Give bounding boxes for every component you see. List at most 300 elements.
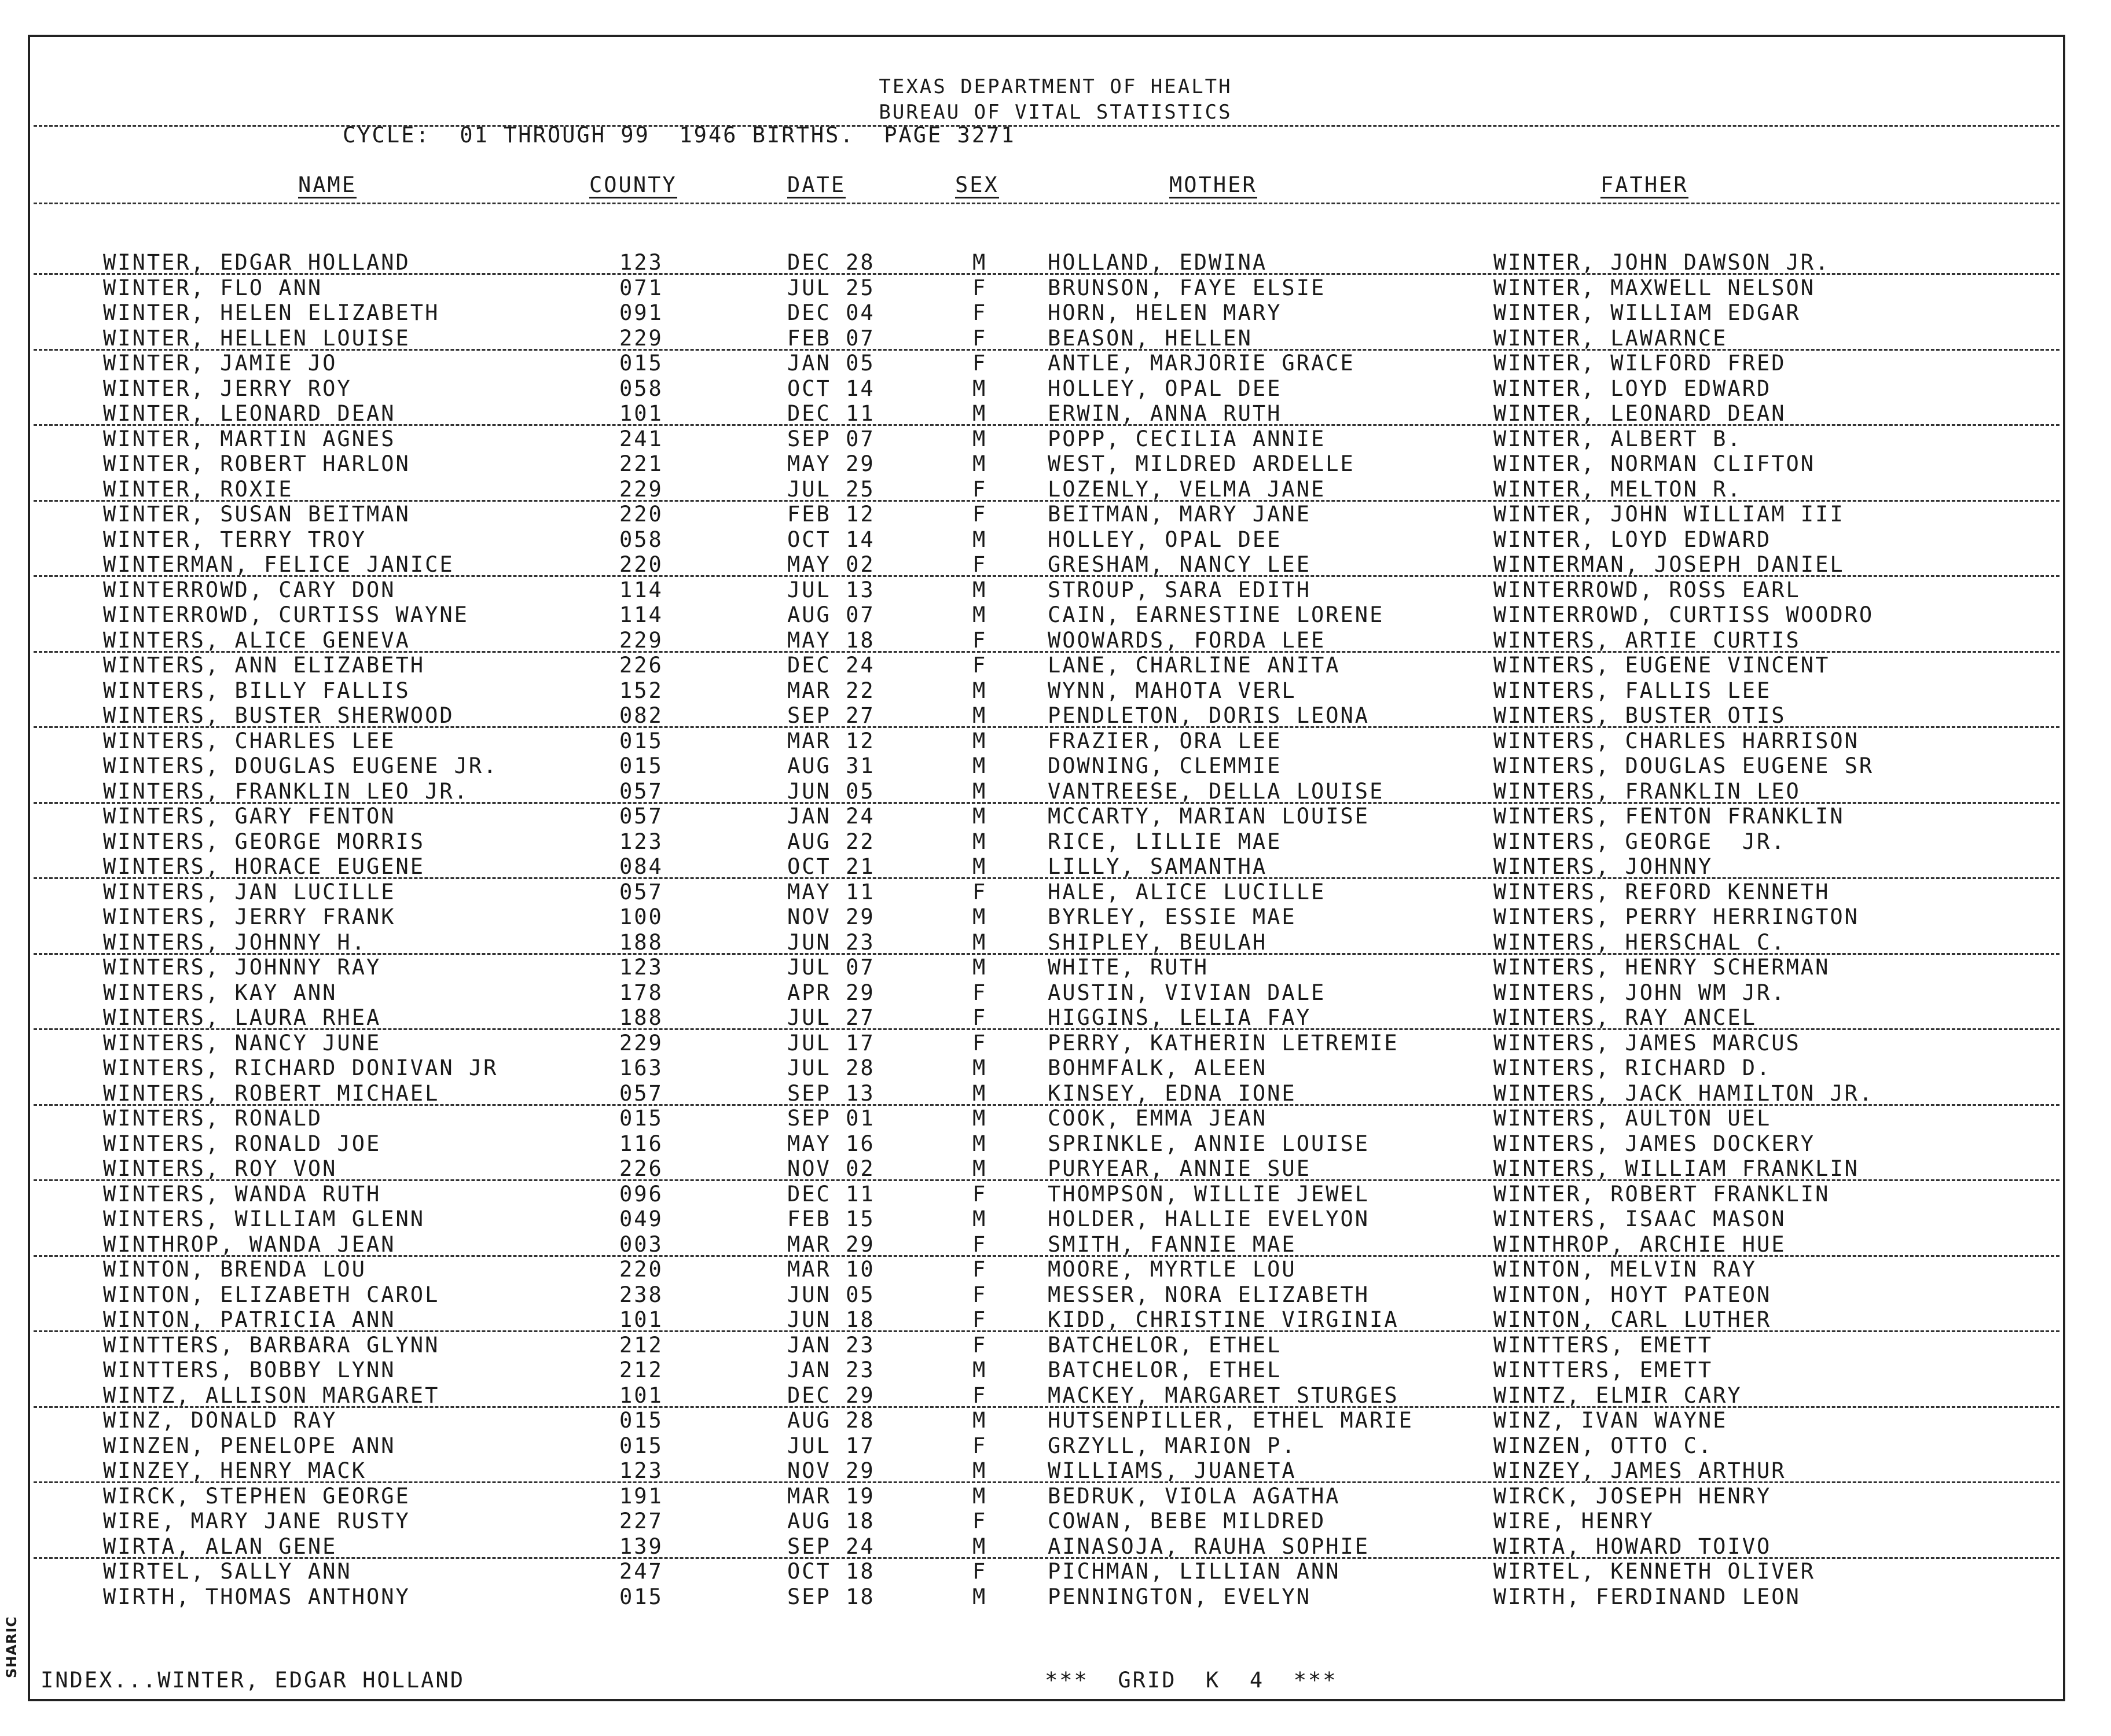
form-line (34, 1104, 2059, 1106)
cell-mother: BYRLEY, ESSIE MAE (1048, 904, 1297, 929)
cell-sex: F (972, 1509, 987, 1533)
table-row (0, 1131, 2111, 1156)
cell-father: WINZ, IVAN WAYNE (1493, 1408, 1728, 1433)
cell-name: WINZ, DONALD RAY (103, 1408, 337, 1433)
cell-sex: F (972, 1030, 987, 1055)
table-row (0, 1408, 2111, 1433)
cell-date: JUN 23 (787, 929, 875, 955)
cell-sex: F (972, 1257, 987, 1282)
cell-date: JUL 13 (787, 577, 875, 602)
cell-county: 123 (619, 955, 663, 980)
cell-mother: MCCARTY, MARIAN LOUISE (1048, 804, 1370, 829)
cell-name: WIRE, MARY JANE RUSTY (103, 1509, 410, 1533)
cell-county: 229 (619, 627, 663, 653)
cell-county: 227 (619, 1509, 663, 1533)
cell-sex: M (972, 904, 987, 929)
cell-father: WINZEY, JAMES ARTHUR (1493, 1458, 1786, 1483)
cell-father: WINTERMAN, JOSEPH DANIEL (1493, 552, 1845, 577)
cell-mother: KINSEY, EDNA IONE (1048, 1080, 1297, 1106)
cell-mother: PURYEAR, ANNIE SUE (1048, 1156, 1311, 1181)
cell-county: 188 (619, 1005, 663, 1030)
cell-name: WINTERS, FRANKLIN LEO JR. (103, 778, 469, 804)
cell-name: WINTERS, LAURA RHEA (103, 1005, 381, 1030)
cell-sex: M (972, 1483, 987, 1509)
cell-county: 123 (619, 829, 663, 854)
cell-county: 015 (619, 351, 663, 376)
cell-mother: MESSER, NORA ELIZABETH (1048, 1282, 1370, 1307)
cell-date: MAY 18 (787, 627, 875, 653)
table-row (0, 779, 2111, 804)
cell-father: WINTERS, EUGENE VINCENT (1493, 653, 1830, 678)
cell-father: WINTER, JOHN WILLIAM III (1493, 502, 1845, 527)
table-row (0, 930, 2111, 955)
table-row (0, 351, 2111, 376)
cell-father: WINTERS, HERSCHAL C. (1493, 929, 1786, 955)
column-header-father: FATHER (1600, 172, 1688, 197)
cell-father: WINZEN, OTTO C. (1493, 1433, 1713, 1458)
cell-county: 101 (619, 1382, 663, 1408)
cell-mother: FRAZIER, ORA LEE (1048, 728, 1282, 753)
cell-sex: M (972, 703, 987, 728)
cell-sex: M (972, 426, 987, 451)
form-line (34, 953, 2059, 955)
cell-mother: LOZENLY, VELMA JANE (1048, 476, 1326, 502)
cell-mother: HOLLEY, OPAL DEE (1048, 376, 1282, 401)
divider-top (34, 125, 2059, 127)
cell-date: JUL 07 (787, 955, 875, 980)
cell-mother: BATCHELOR, ETHEL (1048, 1332, 1282, 1358)
header-cycle: CYCLE: 01 THROUGH 99 1946 BIRTHS. PAGE 3271 (343, 123, 1016, 148)
cell-date: MAR 19 (787, 1483, 875, 1509)
cell-date: JUL 25 (787, 476, 875, 502)
footer-grid: *** GRID K 4 *** (1045, 1668, 1338, 1693)
cell-mother: BOHMFALK, ALEEN (1048, 1055, 1268, 1080)
form-line (34, 877, 2059, 879)
cell-sex: F (972, 1181, 987, 1207)
form-line (34, 424, 2059, 426)
cell-county: 057 (619, 778, 663, 804)
cell-county: 049 (619, 1207, 663, 1231)
cell-county: 191 (619, 1483, 663, 1509)
cell-name: WINZEY, HENRY MACK (103, 1458, 366, 1483)
footer-index: INDEX...WINTER, EDGAR HOLLAND (41, 1668, 465, 1693)
form-line (34, 1406, 2059, 1408)
cell-name: WINTERS, JERRY FRANK (103, 904, 396, 929)
cell-father: WINTERS, ARTIE CURTIS (1493, 627, 1801, 653)
cell-county: 100 (619, 904, 663, 929)
cell-name: WINTER, JAMIE JO (103, 351, 337, 376)
cell-name: WINTERS, KAY ANN (103, 980, 337, 1005)
table-row (0, 1156, 2111, 1181)
cell-date: MAY 29 (787, 451, 875, 476)
cell-mother: WEST, MILDRED ARDELLE (1048, 451, 1355, 476)
cell-name: WINTERS, ROY VON (103, 1156, 337, 1181)
cell-mother: AUSTIN, VIVIAN DALE (1048, 980, 1326, 1005)
cell-name: WINTZ, ALLISON MARGARET (103, 1382, 440, 1408)
cell-mother: BEDRUK, VIOLA AGATHA (1048, 1483, 1341, 1509)
cell-county: 057 (619, 804, 663, 829)
table-row (0, 980, 2111, 1005)
cell-father: WINTER, WILLIAM EDGAR (1493, 300, 1801, 325)
cell-father: WINTERROWD, CURTISS WOODRO (1493, 602, 1874, 627)
cell-mother: AINASOJA, RAUHA SOPHIE (1048, 1533, 1370, 1559)
cell-name: WINTERS, BUSTER SHERWOOD (103, 703, 454, 728)
table-row (0, 904, 2111, 929)
cell-date: AUG 31 (787, 753, 875, 778)
cell-county: 114 (619, 577, 663, 602)
form-line (34, 575, 2059, 577)
cell-father: WINTER, NORMAN CLIFTON (1493, 451, 1816, 476)
cell-mother: STROUP, SARA EDITH (1048, 577, 1311, 602)
cell-county: 101 (619, 401, 663, 426)
cell-sex: M (972, 854, 987, 879)
cell-name: WINTERMAN, FELICE JANICE (103, 552, 454, 577)
cell-name: WINTER, HELEN ELIZABETH (103, 300, 440, 325)
cell-name: WIRCK, STEPHEN GEORGE (103, 1483, 410, 1509)
cell-county: 229 (619, 476, 663, 502)
cell-father: WINTTERS, EMETT (1493, 1358, 1713, 1382)
table-row (0, 628, 2111, 653)
form-line (34, 1255, 2059, 1257)
cell-date: SEP 07 (787, 426, 875, 451)
cell-mother: HORN, HELEN MARY (1048, 300, 1282, 325)
cell-mother: WILLIAMS, JUANETA (1048, 1458, 1297, 1483)
cell-name: WINTERS, HORACE EUGENE (103, 854, 425, 879)
cell-county: 152 (619, 678, 663, 703)
cell-name: WINTERS, GARY FENTON (103, 804, 396, 829)
cell-sex: M (972, 1458, 987, 1483)
table-row (0, 1383, 2111, 1408)
cell-mother: HUTSENPILLER, ETHEL MARIE (1048, 1408, 1414, 1433)
cell-father: WINTER, JOHN DAWSON JR. (1493, 250, 1830, 275)
cell-date: FEB 07 (787, 325, 875, 351)
cell-county: 247 (619, 1559, 663, 1584)
form-line (34, 651, 2059, 653)
cell-name: WINTER, TERRY TROY (103, 527, 366, 552)
table-row (0, 1433, 2111, 1458)
cell-sex: F (972, 300, 987, 325)
cell-sex: M (972, 1106, 987, 1131)
cell-county: 212 (619, 1332, 663, 1358)
cell-sex: F (972, 275, 987, 300)
cell-date: DEC 29 (787, 1382, 875, 1408)
cell-county: 015 (619, 1106, 663, 1131)
cell-mother: COOK, EMMA JEAN (1048, 1106, 1268, 1131)
cell-name: WIRTH, THOMAS ANTHONY (103, 1584, 410, 1609)
cell-name: WINTERS, JOHNNY RAY (103, 955, 381, 980)
cell-county: 221 (619, 451, 663, 476)
cell-sex: F (972, 552, 987, 577)
cell-father: WINTERS, REFORD KENNETH (1493, 879, 1830, 904)
cell-name: WIRTA, ALAN GENE (103, 1533, 337, 1559)
form-line (34, 273, 2059, 275)
cell-mother: WOOWARDS, FORDA LEE (1048, 627, 1326, 653)
cell-county: 114 (619, 602, 663, 627)
cell-date: MAR 10 (787, 1257, 875, 1282)
cell-father: WINTERS, ISAAC MASON (1493, 1207, 1786, 1231)
cell-father: WINTER, ROBERT FRANKLIN (1493, 1181, 1830, 1207)
cell-date: AUG 07 (787, 602, 875, 627)
cell-mother: BEASON, HELLEN (1048, 325, 1253, 351)
cell-mother: MACKEY, MARGARET STURGES (1048, 1382, 1399, 1408)
table-row (0, 426, 2111, 451)
cell-sex: F (972, 351, 987, 376)
table-row (0, 653, 2111, 678)
table-row (0, 1106, 2111, 1131)
cell-father: WINTER, WILFORD FRED (1493, 351, 1786, 376)
table-row (0, 300, 2111, 325)
cell-sex: M (972, 753, 987, 778)
form-line (34, 500, 2059, 502)
cell-sex: M (972, 728, 987, 753)
header-department: TEXAS DEPARTMENT OF HEALTH (879, 75, 1232, 98)
form-line (34, 1557, 2059, 1559)
cell-county: 212 (619, 1358, 663, 1382)
cell-sex: F (972, 325, 987, 351)
cell-sex: M (972, 1055, 987, 1080)
cell-date: OCT 21 (787, 854, 875, 879)
cell-sex: M (972, 376, 987, 401)
cell-sex: F (972, 653, 987, 678)
cell-father: WIRTH, FERDINAND LEON (1493, 1584, 1801, 1609)
form-line (34, 726, 2059, 728)
cell-date: MAR 22 (787, 678, 875, 703)
cell-sex: M (972, 678, 987, 703)
cell-date: OCT 18 (787, 1559, 875, 1584)
cell-date: FEB 15 (787, 1207, 875, 1231)
cell-date: APR 29 (787, 980, 875, 1005)
cell-sex: F (972, 627, 987, 653)
cell-father: WINTER, LAWARNCE (1493, 325, 1728, 351)
cell-county: 082 (619, 703, 663, 728)
cell-name: WINTERS, ALICE GENEVA (103, 627, 410, 653)
table-row (0, 1232, 2111, 1257)
cell-date: MAY 02 (787, 552, 875, 577)
cell-county: 229 (619, 1030, 663, 1055)
table-row (0, 1358, 2111, 1382)
cell-father: WINTER, MAXWELL NELSON (1493, 275, 1816, 300)
cell-father: WINTERROWD, ROSS EARL (1493, 577, 1801, 602)
cell-mother: PERRY, KATHERIN LETREMIE (1048, 1030, 1399, 1055)
cell-sex: M (972, 1131, 987, 1156)
table-row (0, 1484, 2111, 1509)
cell-date: JAN 24 (787, 804, 875, 829)
cell-date: JUL 28 (787, 1055, 875, 1080)
cell-date: AUG 28 (787, 1408, 875, 1433)
cell-father: WINTERS, GEORGE JR. (1493, 829, 1786, 854)
cell-name: WINTERS, RONALD JOE (103, 1131, 381, 1156)
cell-county: 101 (619, 1307, 663, 1332)
cell-date: MAY 11 (787, 879, 875, 904)
cell-sex: M (972, 602, 987, 627)
form-line (34, 349, 2059, 351)
column-header-date: DATE (787, 172, 846, 197)
table-row (0, 451, 2111, 476)
cell-father: WINTERS, JAMES DOCKERY (1493, 1131, 1816, 1156)
table-row (0, 401, 2111, 426)
cell-mother: WHITE, RUTH (1048, 955, 1209, 980)
cell-sex: F (972, 1282, 987, 1307)
table-row (0, 578, 2111, 602)
cell-father: WINTHROP, ARCHIE HUE (1493, 1231, 1786, 1257)
table-row (0, 1584, 2111, 1609)
side-mark: SHARIC (3, 1616, 20, 1678)
cell-mother: ERWIN, ANNA RUTH (1048, 401, 1282, 426)
cell-mother: BATCHELOR, ETHEL (1048, 1358, 1282, 1382)
cell-father: WINTERS, WILLIAM FRANKLIN (1493, 1156, 1859, 1181)
cell-mother: SPRINKLE, ANNIE LOUISE (1048, 1131, 1370, 1156)
cell-mother: BEITMAN, MARY JANE (1048, 502, 1311, 527)
form-line (34, 1330, 2059, 1332)
cell-father: WINTZ, ELMIR CARY (1493, 1382, 1742, 1408)
cell-name: WINTER, MARTIN AGNES (103, 426, 396, 451)
cell-county: 057 (619, 879, 663, 904)
divider-header (34, 203, 2059, 204)
table-row (0, 753, 2111, 778)
table-row (0, 1055, 2111, 1080)
cell-date: JUL 17 (787, 1030, 875, 1055)
cell-father: WINTER, MELTON R. (1493, 476, 1742, 502)
cell-sex: F (972, 1382, 987, 1408)
table-row (0, 1005, 2111, 1030)
table-row (0, 955, 2111, 980)
table-row (0, 804, 2111, 829)
cell-mother: KIDD, CHRISTINE VIRGINIA (1048, 1307, 1399, 1332)
form-line (34, 1179, 2059, 1181)
table-row (0, 502, 2111, 527)
table-row (0, 1031, 2111, 1055)
cell-date: OCT 14 (787, 376, 875, 401)
cell-name: WINTTERS, BARBARA GLYNN (103, 1332, 440, 1358)
table-row (0, 477, 2111, 502)
cell-mother: BRUNSON, FAYE ELSIE (1048, 275, 1326, 300)
cell-sex: M (972, 804, 987, 829)
table-row (0, 1307, 2111, 1332)
cell-name: WINTERS, ROBERT MICHAEL (103, 1080, 440, 1106)
cell-county: 003 (619, 1231, 663, 1257)
cell-sex: M (972, 401, 987, 426)
cell-county: 015 (619, 1408, 663, 1433)
cell-sex: F (972, 1307, 987, 1332)
cell-date: DEC 04 (787, 300, 875, 325)
cell-father: WINTERS, CHARLES HARRISON (1493, 728, 1859, 753)
cell-name: WINTER, EDGAR HOLLAND (103, 250, 410, 275)
cell-mother: VANTREESE, DELLA LOUISE (1048, 778, 1385, 804)
cell-name: WINTER, SUSAN BEITMAN (103, 502, 410, 527)
cell-name: WINTER, ROXIE (103, 476, 293, 502)
cell-county: 226 (619, 653, 663, 678)
cell-father: WINTERS, JOHNNY (1493, 854, 1713, 879)
cell-sex: M (972, 1408, 987, 1433)
column-header-sex: SEX (955, 172, 999, 197)
cell-county: 188 (619, 929, 663, 955)
table-row (0, 1534, 2111, 1559)
cell-name: WINTTERS, BOBBY LYNN (103, 1358, 396, 1382)
cell-name: WINTER, LEONARD DEAN (103, 401, 396, 426)
cell-county: 057 (619, 1080, 663, 1106)
cell-county: 123 (619, 1458, 663, 1483)
column-header-name: NAME (298, 172, 357, 197)
cell-sex: F (972, 502, 987, 527)
cell-county: 058 (619, 376, 663, 401)
cell-father: WINTERS, RAY ANCEL (1493, 1005, 1757, 1030)
cell-name: WINTON, BRENDA LOU (103, 1257, 366, 1282)
cell-name: WINTER, ROBERT HARLON (103, 451, 410, 476)
cell-mother: PICHMAN, LILLIAN ANN (1048, 1559, 1341, 1584)
cell-mother: HOLLAND, EDWINA (1048, 250, 1268, 275)
cell-sex: F (972, 879, 987, 904)
cell-county: 123 (619, 250, 663, 275)
cell-name: WINTER, HELLEN LOUISE (103, 325, 410, 351)
cell-father: WINTERS, FENTON FRANKLIN (1493, 804, 1845, 829)
table-row (0, 275, 2111, 300)
cell-mother: SHIPLEY, BEULAH (1048, 929, 1268, 955)
cell-sex: M (972, 451, 987, 476)
cell-county: 163 (619, 1055, 663, 1080)
cell-date: MAR 12 (787, 728, 875, 753)
cell-date: OCT 14 (787, 527, 875, 552)
cell-date: MAY 16 (787, 1131, 875, 1156)
cell-mother: HALE, ALICE LUCILLE (1048, 879, 1326, 904)
cell-sex: M (972, 955, 987, 980)
table-row (0, 376, 2111, 401)
cell-name: WINTERS, JAN LUCILLE (103, 879, 396, 904)
table-row (0, 527, 2111, 552)
table-row (0, 326, 2111, 351)
cell-father: WINTERS, AULTON UEL (1493, 1106, 1772, 1131)
cell-name: WINTERS, ANN ELIZABETH (103, 653, 425, 678)
table-row (0, 1509, 2111, 1533)
cell-mother: LILLY, SAMANTHA (1048, 854, 1268, 879)
cell-date: NOV 02 (787, 1156, 875, 1181)
cell-date: SEP 01 (787, 1106, 875, 1131)
cell-date: JAN 23 (787, 1332, 875, 1358)
cell-county: 116 (619, 1131, 663, 1156)
cell-date: AUG 22 (787, 829, 875, 854)
cell-county: 084 (619, 854, 663, 879)
cell-mother: CAIN, EARNESTINE LORENE (1048, 602, 1385, 627)
cell-mother: ANTLE, MARJORIE GRACE (1048, 351, 1355, 376)
column-header-county: COUNTY (589, 172, 677, 197)
cell-father: WINTON, HOYT PATEON (1493, 1282, 1772, 1307)
table-row (0, 1458, 2111, 1483)
table-row (0, 880, 2111, 904)
cell-mother: MOORE, MYRTLE LOU (1048, 1257, 1297, 1282)
cell-name: WINTERS, RONALD (103, 1106, 323, 1131)
table-row (0, 703, 2111, 728)
cell-date: SEP 13 (787, 1080, 875, 1106)
cell-county: 015 (619, 728, 663, 753)
cell-sex: M (972, 1156, 987, 1181)
table-row (0, 552, 2111, 577)
cell-mother: HOLDER, HALLIE EVELYON (1048, 1207, 1370, 1231)
cell-mother: GRZYLL, MARION P. (1048, 1433, 1297, 1458)
cell-county: 220 (619, 502, 663, 527)
cell-date: DEC 24 (787, 653, 875, 678)
table-row (0, 829, 2111, 854)
cell-father: WINTERS, FRANKLIN LEO (1493, 778, 1801, 804)
cell-county: 178 (619, 980, 663, 1005)
cell-date: JUN 18 (787, 1307, 875, 1332)
cell-name: WINTERS, WILLIAM GLENN (103, 1207, 425, 1231)
cell-date: AUG 18 (787, 1509, 875, 1533)
table-row (0, 1257, 2111, 1282)
cell-father: WINTER, LEONARD DEAN (1493, 401, 1786, 426)
cell-county: 139 (619, 1533, 663, 1559)
cell-date: MAR 29 (787, 1231, 875, 1257)
cell-father: WINTERS, JAMES MARCUS (1493, 1030, 1801, 1055)
table-row (0, 250, 2111, 275)
